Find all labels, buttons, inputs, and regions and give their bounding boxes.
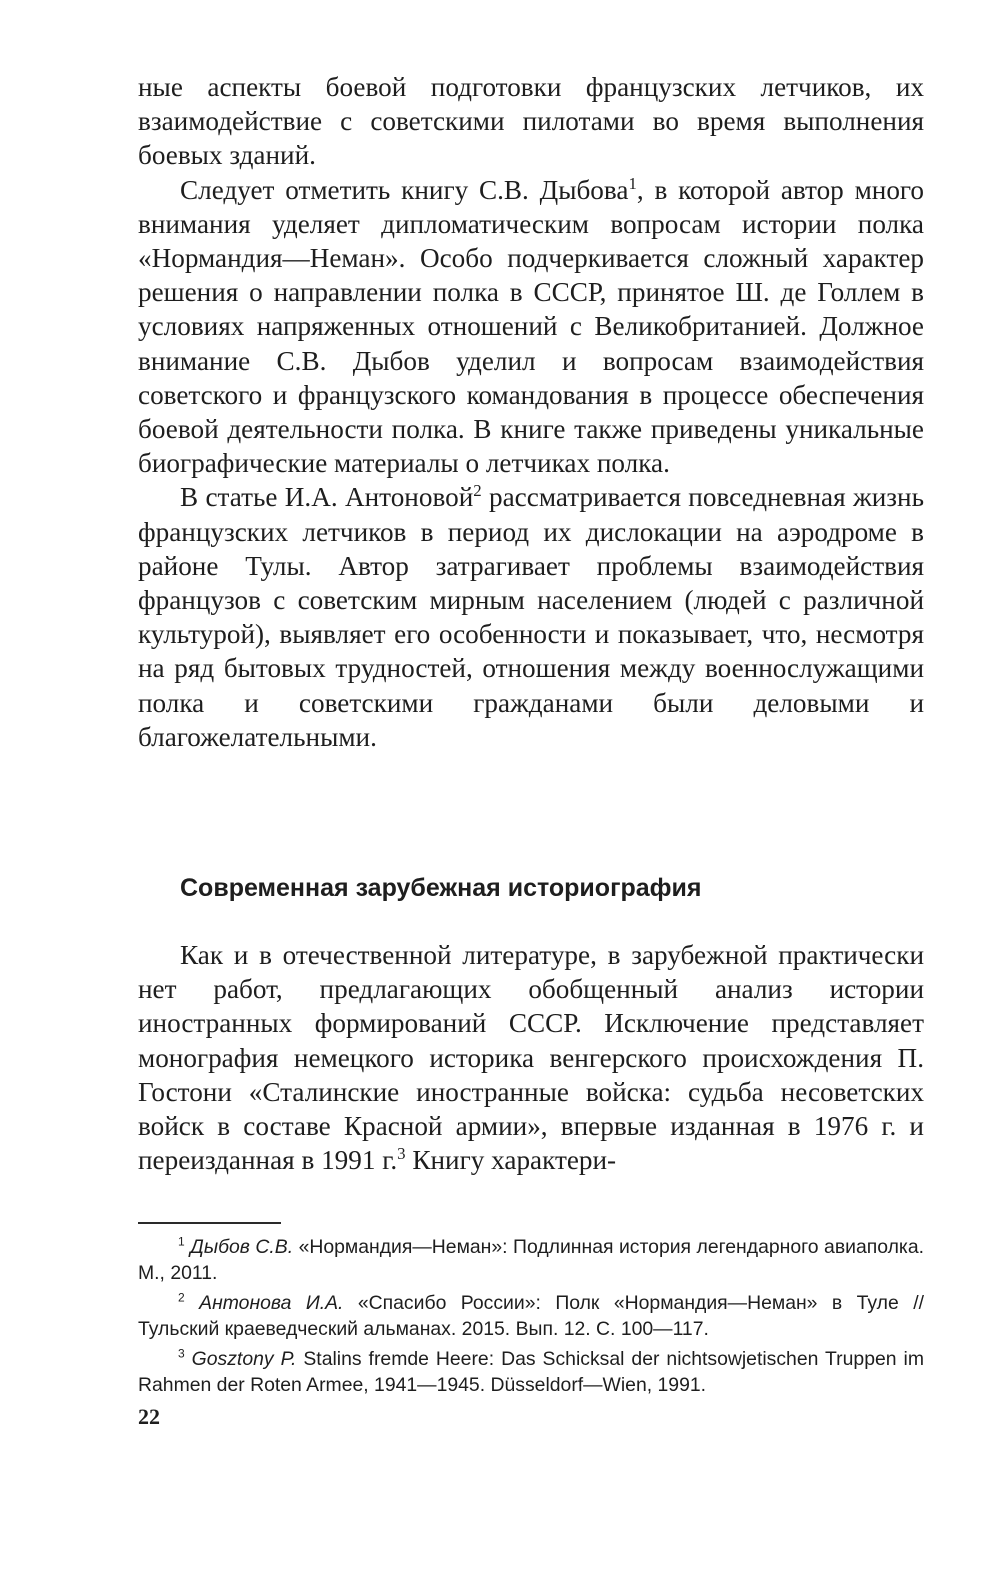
paragraph-dybov <box>138 173 924 481</box>
page-number: 22 <box>138 1404 160 1429</box>
paragraph-antonova <box>138 480 924 754</box>
footnote-1-text: «Нормандия—Неман»: Подлинная история легендарного авиаполка. М., 2011. <box>138 1236 924 1284</box>
footnote-1-author: Дыбов С.В. <box>190 1236 294 1258</box>
section-heading: Современная зарубежная историография <box>180 874 702 902</box>
footnote-divider <box>138 1222 281 1224</box>
body-text-top <box>138 70 924 754</box>
footnote-mark-3: 3 <box>178 1346 185 1361</box>
footnotes <box>138 1234 924 1402</box>
footnote-mark-1: 1 <box>178 1234 185 1249</box>
body-text-bottom <box>138 938 924 1177</box>
footnote-mark-2: 2 <box>178 1290 185 1305</box>
paragraph-antonova-start: В статье И.А. Антоновой <box>180 482 474 513</box>
footnote-2-author: Антонова И.А. <box>199 1292 344 1314</box>
footnote-3 <box>138 1346 924 1398</box>
paragraph-dybov-start: Следует отметить книгу С.В. Дыбова <box>180 174 629 205</box>
paragraph-continuation: ные аспекты боевой подготовки французских летчиков, их взаимодействие с советскими пилотами во время выполнения боевых зданий. <box>138 72 924 171</box>
footnote-ref-1: 1 <box>628 173 637 193</box>
footnote-ref-2: 2 <box>473 481 482 501</box>
footnote-2 <box>138 1290 924 1342</box>
paragraph-antonova-rest: рассматривается повседневная жизнь французских летчиков в период их дислокации на аэродроме в районе Тулы. Автор затрагивает проблемы взаимодействия французов с советским мирным населением (людей с различной культурой), выявляет его особенности и показывает, что, несмотря на ряд бытовых трудностей, отношения между военнослужащими полка и советскими гражданами были деловыми и благожелательными. <box>138 482 924 752</box>
paragraph-foreign-start: Как и в отечественной литературе, в зарубежной практически нет работ, предлагающих обобщенный анализ истории иностранных формирований СССР. Исключение представляет монография немецкого историка венгерского происхождения П. Гостони «Сталинские иностранные войска: судьба несоветских войск в составе Красной армии», впервые изданная в 1976 г. и переизданная в 1991 г. <box>138 940 924 1176</box>
footnote-2-text: «Спасибо России»: Полк «Нормандия—Неман» в Туле // Тульский краеведческий альманах. 2015. Вып. 12. С. 100—117. <box>138 1292 924 1340</box>
paragraph-dybov-rest: , в которой автор много внимания уделяет дипломатическим вопросам истории полка «Нормандия—Неман». Особо подчеркивается сложный характер решения о направлении полка в СССР, принятое Ш. де Голлем в условиях напряженных отношений с Великобританией. Должное внимание С.В. Дыбов уделил и вопросам взаимодействия советского и французского командования в процессе обеспечения боевой деятельности полка. В книге также приведены уникальные биографические материалы о летчиках полка. <box>138 174 924 479</box>
paragraph-foreign-rest: Книгу характери- <box>405 1145 617 1176</box>
paragraph-foreign-historiography <box>138 938 924 1177</box>
footnote-ref-3: 3 <box>397 1144 406 1164</box>
footnote-1 <box>138 1234 924 1286</box>
footnote-3-author: Gosztony P. <box>191 1348 297 1370</box>
footnote-3-text: Stalins fremde Heere: Das Schicksal der nichtsowjetischen Truppen im Rahmen der Roten Armee, 1941—1945. Düsseldorf—Wien, 1991. <box>138 1348 924 1396</box>
